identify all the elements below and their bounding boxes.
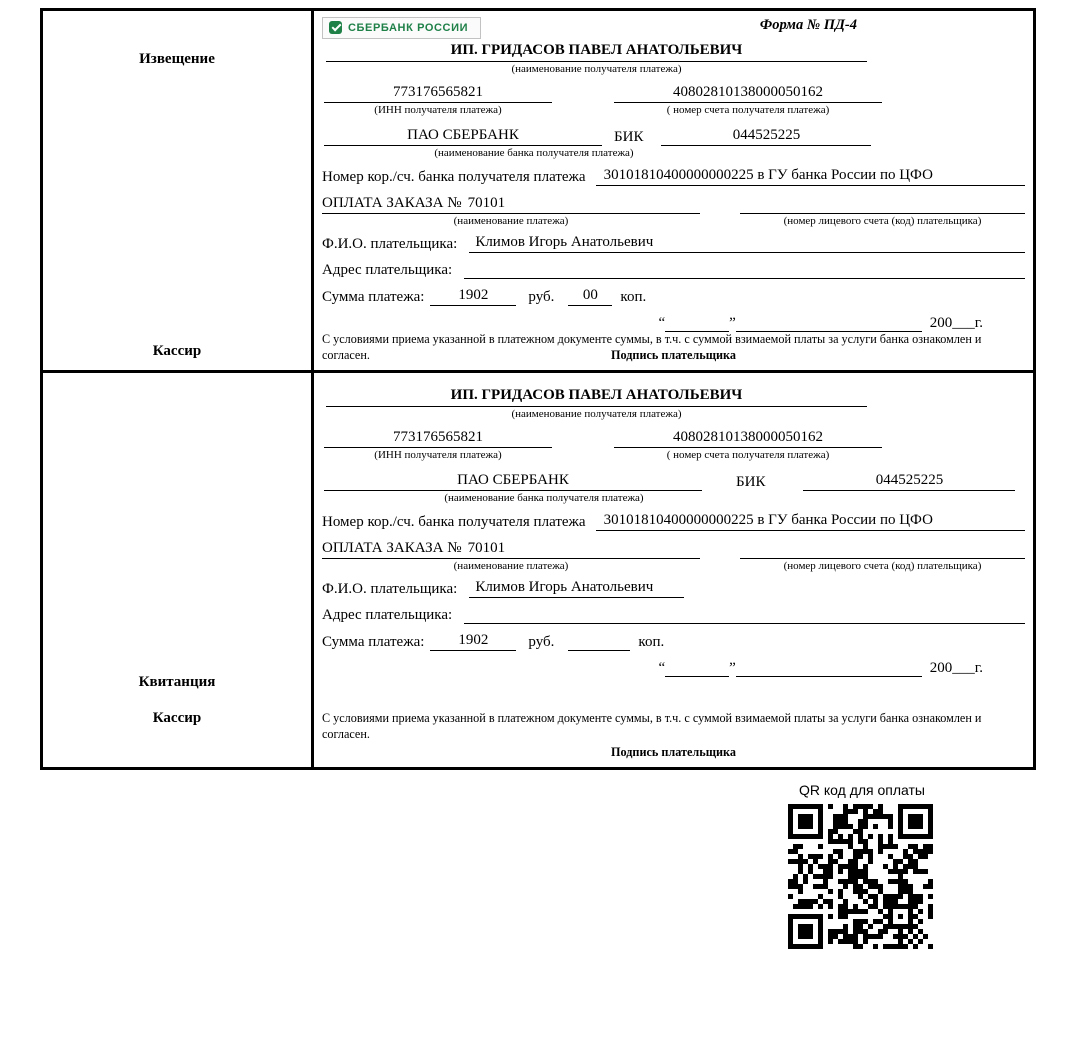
sberbank-logo-icon	[329, 21, 342, 34]
receipt-cashier-label: Кассир	[152, 710, 202, 726]
terms-block	[322, 711, 1025, 761]
sberbank-logo	[322, 17, 481, 39]
payer-address-blank	[464, 606, 1025, 624]
date-year-label: 200___г.	[929, 315, 983, 331]
date-month-blank	[736, 660, 922, 677]
rubles-label: руб.	[528, 289, 555, 305]
date-open-quote: “	[658, 660, 666, 676]
amount-row	[322, 287, 1025, 306]
terms-text: С условиями приема указанной в платежном документе суммы, в т.ч. с суммой взимаемой платы за услуги банка ознакомлен и согласен.	[322, 711, 982, 742]
qr-payment-block	[788, 782, 936, 949]
payee-account-value: 40802810138000050162	[614, 84, 882, 103]
date-day-blank	[665, 315, 729, 332]
kopecks-label: коп.	[620, 289, 647, 305]
payment-purpose-value: 70101	[467, 195, 506, 211]
payment-purpose-value: 70101	[467, 540, 506, 556]
amount-label: Сумма платежа:	[322, 289, 425, 305]
kopecks-label: коп.	[638, 634, 665, 650]
payment-purpose-row	[322, 195, 1025, 214]
inn-account-captions	[322, 449, 1025, 461]
amount-rubles-value: 1902	[430, 632, 516, 651]
payee-inn-value: 773176565821	[324, 429, 552, 448]
corr-account-label: Номер кор./сч. банка получателя платежа	[322, 169, 586, 185]
purpose-caption: (наименование платежа)	[453, 215, 569, 227]
payment-purpose-label: ОПЛАТА ЗАКАЗА №	[322, 195, 462, 211]
payer-name-label: Ф.И.О. плательщика:	[322, 581, 458, 597]
inn-account-row	[322, 429, 1025, 448]
date-row	[322, 315, 1025, 332]
notice-label: Извещение	[139, 51, 215, 67]
receipt-left-column	[43, 373, 314, 767]
payment-purpose-field	[322, 195, 700, 214]
sberbank-logo-text: СБЕРБАНК РОССИИ	[348, 21, 469, 34]
payment-form-pd4	[40, 8, 1036, 770]
amount-label: Сумма платежа:	[322, 634, 425, 650]
terms-text: С условиями приема указанной в платежном документе суммы, в т.ч. с суммой взимаемой платы за услуги банка ознакомлен и согласен.	[322, 332, 982, 362]
date-row	[322, 660, 1025, 677]
inn-account-captions	[322, 104, 1025, 116]
bik-label: БИК	[614, 129, 644, 145]
amount-rubles-value: 1902	[430, 287, 516, 306]
notice-left-column	[43, 11, 314, 370]
bank-name-value: ПАО СБЕРБАНК	[324, 472, 702, 491]
bank-name-value: ПАО СБЕРБАНК	[324, 127, 602, 146]
payer-address-blank	[464, 261, 1025, 279]
payer-address-row	[322, 261, 1025, 279]
payment-purpose-row	[322, 540, 1025, 559]
corr-account-label: Номер кор./сч. банка получателя платежа	[322, 514, 586, 530]
personal-account-blank	[740, 196, 1025, 214]
account-caption: ( номер счета получателя платежа)	[666, 449, 830, 461]
payment-purpose-field	[322, 540, 700, 559]
payee-name-caption: (наименование получателя платежа)	[511, 63, 682, 75]
date-close-quote: ”	[729, 660, 736, 676]
date-year-label: 200___г.	[929, 660, 983, 676]
inn-caption: (ИНН получателя платежа)	[374, 104, 502, 116]
form-number-label: Форма № ПД-4	[759, 17, 857, 33]
payer-address-label: Адрес плательщика:	[322, 607, 453, 623]
notice-cashier-label: Кассир	[152, 343, 202, 359]
notice-header	[322, 17, 1025, 39]
personal-account-blank	[740, 541, 1025, 559]
personal-account-caption: (номер лицевого счета (код) плательщика)	[783, 560, 982, 572]
corr-account-value: 30101810400000000225 в ГУ банка России по ЦФО	[596, 167, 1025, 186]
payer-name-value: Климов Игорь Анатольевич	[469, 234, 1025, 253]
payment-purpose-label: ОПЛАТА ЗАКАЗА №	[322, 540, 462, 556]
bik-value: 044525225	[661, 127, 871, 146]
receipt-body	[314, 373, 1033, 767]
inn-caption: (ИНН получателя платежа)	[374, 449, 502, 461]
corr-account-value: 30101810400000000225 в ГУ банка России по ЦФО	[596, 512, 1025, 531]
purpose-captions-row	[322, 560, 1025, 572]
bank-name-caption: (наименование банка получателя платежа)	[434, 147, 634, 159]
payee-account-value: 40802810138000050162	[614, 429, 882, 448]
payer-name-value: Климов Игорь Анатольевич	[469, 579, 684, 598]
corr-account-row	[322, 167, 1025, 186]
date-day-blank	[665, 660, 729, 677]
amount-kopecks-value: 00	[568, 287, 612, 306]
personal-account-caption: (номер лицевого счета (код) плательщика)	[783, 215, 982, 227]
inn-account-row	[322, 84, 1025, 103]
payer-signature-label: Подпись плательщика	[611, 347, 736, 362]
corr-account-row	[322, 512, 1025, 531]
bank-row	[322, 127, 1025, 146]
bank-name-caption: (наименование банка получателя платежа)	[444, 492, 644, 504]
notice-section	[43, 11, 1033, 370]
date-month-blank	[736, 315, 922, 332]
payer-name-label: Ф.И.О. плательщика:	[322, 236, 458, 252]
payer-name-row	[322, 234, 1025, 253]
payee-name: ИП. ГРИДАСОВ ПАВЕЛ АНАТОЛЬЕВИЧ	[326, 42, 867, 62]
terms-block	[322, 332, 1025, 365]
purpose-captions-row	[322, 215, 1025, 227]
receipt-section	[43, 373, 1033, 767]
amount-kopecks-blank	[568, 649, 630, 651]
payee-name: ИП. ГРИДАСОВ ПАВЕЛ АНАТОЛЬЕВИЧ	[326, 387, 867, 407]
payer-address-label: Адрес плательщика:	[322, 262, 453, 278]
bank-row	[322, 472, 1025, 491]
payee-name-caption: (наименование получателя платежа)	[511, 408, 682, 420]
account-caption: ( номер счета получателя платежа)	[666, 104, 830, 116]
payer-name-row	[322, 579, 1025, 598]
rubles-label: руб.	[528, 634, 555, 650]
qr-label: QR код для оплаты	[798, 782, 925, 798]
amount-row	[322, 632, 1025, 651]
payee-inn-value: 773176565821	[324, 84, 552, 103]
date-close-quote: ”	[729, 315, 736, 331]
payer-address-row	[322, 606, 1025, 624]
purpose-caption: (наименование платежа)	[453, 560, 569, 572]
receipt-label: Квитанция	[138, 674, 216, 690]
bik-label: БИК	[736, 474, 766, 490]
qr-code-image	[788, 804, 933, 949]
payer-signature-label: Подпись плательщика	[611, 745, 736, 760]
notice-body	[314, 11, 1033, 370]
date-open-quote: “	[658, 315, 666, 331]
bik-value: 044525225	[803, 472, 1015, 491]
